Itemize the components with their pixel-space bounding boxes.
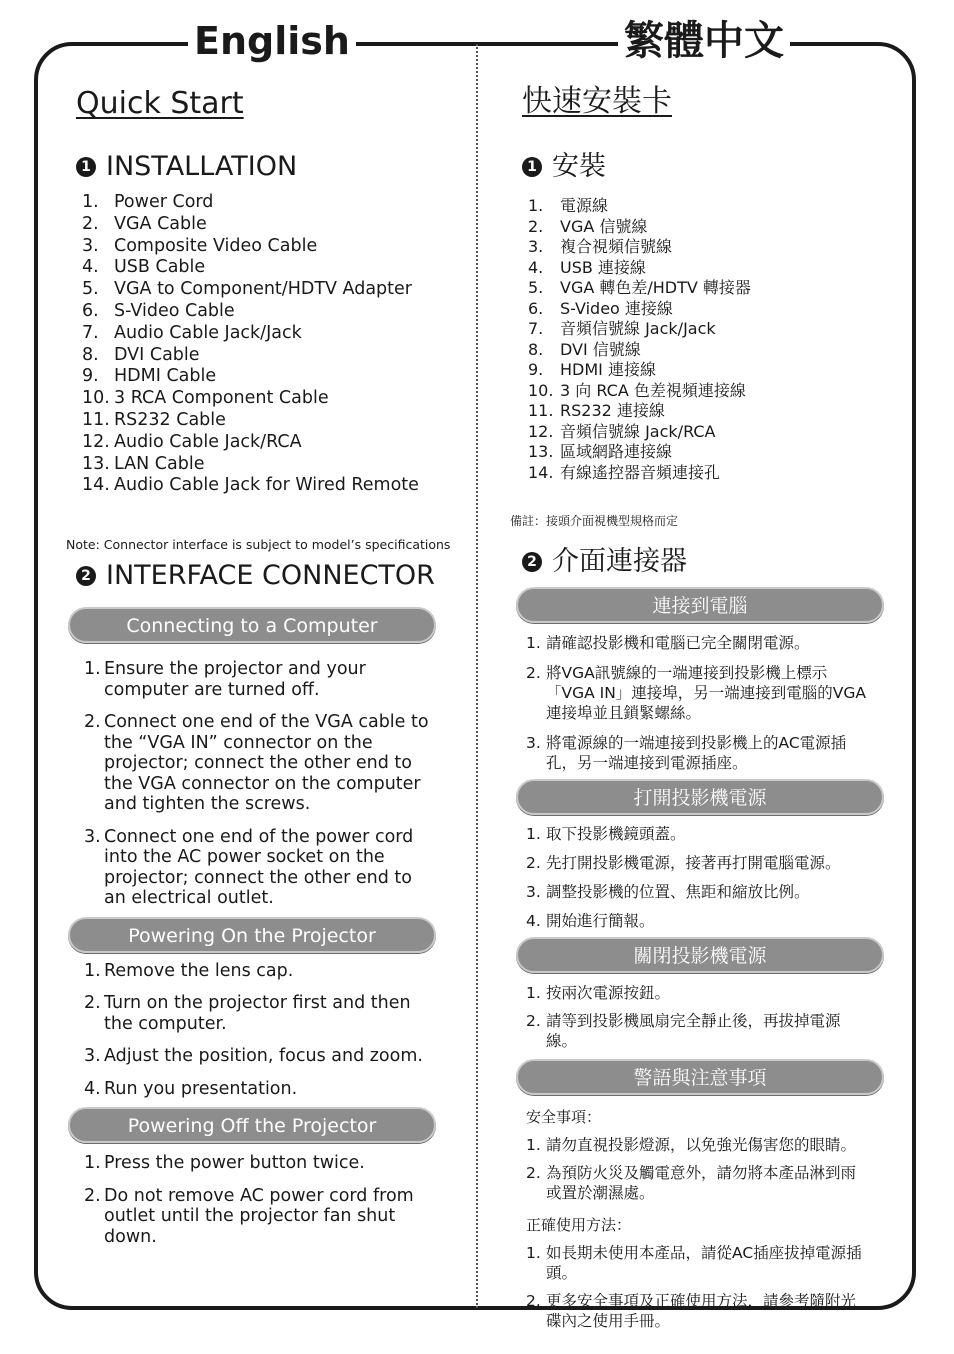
- list-item: [526, 633, 868, 653]
- item-text: 音頻信號線 Jack/RCA: [560, 421, 716, 441]
- list-item: [528, 196, 892, 217]
- item-text: 3 RCA Component Cable: [114, 388, 329, 409]
- item-number: 2.: [526, 1292, 541, 1310]
- item-text: USB Cable: [114, 257, 206, 278]
- item-number: 12.: [82, 431, 110, 452]
- interface-title: INTERFACE CONNECTOR: [106, 560, 435, 592]
- steps-powering-on: [84, 961, 436, 1100]
- item-text: USB 連接線: [560, 257, 646, 277]
- steps-connecting-zh: [526, 633, 868, 773]
- item-text: S-Video 連接線: [560, 298, 673, 318]
- list-item: [526, 853, 868, 873]
- section-pill-powering-on-zh: 打開投影機電源: [516, 779, 884, 815]
- item-number: 5.: [528, 278, 544, 297]
- item-text: VGA Cable: [114, 213, 207, 234]
- list-item: [526, 733, 868, 773]
- item-text: 請確認投影機和電腦已完全關閉電源。: [546, 634, 810, 652]
- item-text: Power Cord: [114, 192, 214, 212]
- item-number: 1.: [84, 1153, 101, 1174]
- section-pill-warnings-zh: 警語與注意事項: [516, 1059, 884, 1095]
- quick-start-title-zh: 快速安裝卡: [522, 84, 672, 119]
- list-item: [84, 961, 436, 982]
- item-number: 2.: [526, 1012, 541, 1030]
- number-badge: 1: [76, 157, 96, 177]
- list-item: [84, 1046, 436, 1067]
- item-number: 7.: [82, 322, 99, 343]
- section-pill-powering-off-zh: 關閉投影機電源: [516, 937, 884, 973]
- item-number: 10.: [528, 380, 554, 400]
- item-number: 4.: [528, 257, 544, 277]
- list-item: [526, 663, 868, 723]
- item-number: 14.: [82, 475, 110, 496]
- item-text: 將電源線的一端連接到投影機上的AC電源插孔，另一端連接到電源插座。: [546, 734, 847, 772]
- item-number: 10.: [82, 388, 110, 409]
- item-text: 開始進行簡報。: [546, 912, 655, 930]
- item-text: HDMI 連接線: [560, 360, 656, 379]
- list-item: [84, 827, 436, 909]
- item-number: 3.: [526, 883, 541, 901]
- installation-heading-zh: [522, 150, 892, 184]
- list-item: [82, 432, 466, 454]
- section-pill-powering-on: Powering On the Projector: [68, 917, 436, 953]
- item-text: Run you presentation.: [104, 1078, 298, 1099]
- interface-heading: [76, 559, 466, 593]
- list-item: [82, 323, 466, 345]
- list-item: [82, 388, 466, 410]
- item-text: VGA 轉色差/HDTV 轉接器: [560, 278, 751, 297]
- english-column: [66, 84, 466, 1247]
- list-item: [528, 258, 892, 279]
- list-item: [528, 217, 892, 238]
- number-badge: 2: [522, 552, 542, 572]
- item-text: 調整投影機的位置、焦距和縮放比例。: [546, 883, 810, 901]
- item-text: Composite Video Cable: [114, 235, 318, 256]
- section-pill-powering-off: Powering Off the Projector: [68, 1107, 436, 1143]
- item-number: 1.: [526, 825, 541, 843]
- item-number: 4.: [84, 1078, 101, 1099]
- item-number: 1.: [526, 984, 541, 1002]
- item-text: 音頻信號線 Jack/Jack: [560, 319, 716, 338]
- list-item: [526, 1291, 868, 1331]
- item-number: 2.: [84, 1185, 101, 1206]
- item-text: RS232 連接線: [560, 401, 665, 420]
- item-text: S-Video Cable: [114, 300, 235, 321]
- list-item: [82, 236, 466, 258]
- item-number: 7.: [528, 319, 544, 338]
- item-text: 先打開投影機電源，接著再打開電腦電源。: [546, 854, 841, 872]
- list-item: [82, 301, 466, 323]
- interface-heading-zh: [522, 545, 892, 579]
- item-number: 3.: [528, 237, 544, 256]
- item-number: 13.: [82, 453, 110, 474]
- chinese-column: [512, 82, 892, 1331]
- item-number: 2.: [84, 712, 101, 733]
- item-number: 9.: [528, 360, 544, 379]
- list-item: [528, 360, 892, 381]
- list-item: [528, 463, 892, 484]
- list-item: [82, 257, 466, 279]
- item-text: 3 向 RCA 色差視頻連接線: [560, 380, 746, 400]
- english-title: English: [188, 16, 356, 66]
- parts-list: [82, 192, 466, 497]
- steps-connecting: [84, 659, 436, 909]
- item-text: VGA to Component/HDTV Adapter: [114, 279, 412, 300]
- column-divider: [476, 44, 478, 1308]
- usage-list: [526, 1243, 868, 1331]
- item-number: 9.: [82, 366, 99, 387]
- item-text: Turn on the projector first and then the computer.: [104, 993, 411, 1034]
- item-number: 6.: [82, 300, 99, 321]
- item-text: Do not remove AC power cord from outlet until the projector fan shut down.: [104, 1185, 414, 1247]
- item-number: 2.: [526, 664, 541, 682]
- list-item: [526, 1011, 868, 1051]
- list-item: [528, 442, 892, 463]
- list-item: [526, 911, 868, 931]
- safety-heading: 安全事項：: [526, 1108, 602, 1126]
- item-number: 5.: [82, 279, 99, 300]
- item-text: 請勿直視投影燈源，以免強光傷害您的眼睛。: [546, 1136, 857, 1154]
- item-text: DVI 信號線: [560, 339, 641, 359]
- list-item: [82, 345, 466, 367]
- list-item: [526, 1135, 868, 1155]
- steps-powering-on-zh: [526, 824, 868, 931]
- item-text: Connect one end of the power cord into the AC power socket on the projector; connect the other end to an electrical outlet.: [104, 826, 414, 909]
- chinese-title: 繁體中文: [618, 16, 790, 66]
- item-text: 更多安全事項及正確使用方法，請參考隨附光碟內之使用手冊。: [546, 1292, 857, 1330]
- note: Note: Connector interface is subject to model’s specifications: [66, 537, 451, 553]
- list-item: [528, 319, 892, 340]
- item-number: 8.: [82, 344, 99, 365]
- list-item: [528, 237, 892, 258]
- safety-list: [526, 1135, 868, 1203]
- list-item: [82, 214, 466, 236]
- list-item: [526, 1163, 868, 1203]
- list-item: [528, 401, 892, 422]
- item-text: 區域網路連接線: [560, 442, 673, 461]
- item-number: 2.: [526, 854, 541, 872]
- item-number: 2.: [528, 216, 544, 236]
- item-text: RS232 Cable: [114, 409, 226, 430]
- number-badge: 1: [522, 157, 542, 177]
- list-item: [526, 1243, 868, 1283]
- item-number: 1.: [526, 1244, 541, 1262]
- item-number: 3.: [82, 235, 99, 256]
- list-item: [526, 983, 868, 1003]
- item-text: Adjust the position, focus and zoom.: [104, 1046, 423, 1067]
- list-item: [82, 192, 466, 214]
- item-number: 8.: [528, 339, 544, 359]
- item-text: 複合視頻信號線: [560, 237, 673, 256]
- item-number: 12.: [528, 421, 554, 441]
- item-number: 1.: [526, 634, 541, 652]
- item-text: 電源線: [560, 196, 609, 215]
- list-item: [84, 1186, 436, 1248]
- item-text: Remove the lens cap.: [104, 960, 294, 981]
- list-item: [84, 1079, 436, 1100]
- item-text: Audio Cable Jack for Wired Remote: [114, 475, 419, 496]
- list-item: [84, 712, 436, 815]
- list-item: [528, 278, 892, 299]
- list-item: [528, 299, 892, 320]
- note-zh: 備註：接頭介面視機型規格而定: [510, 514, 679, 528]
- item-number: 1.: [82, 192, 99, 212]
- list-item: [82, 279, 466, 301]
- list-item: [526, 824, 868, 844]
- interface-title-zh: 介面連接器: [552, 546, 687, 577]
- item-number: 13.: [528, 442, 554, 461]
- item-text: Audio Cable Jack/RCA: [114, 431, 302, 452]
- list-item: [82, 366, 466, 388]
- parts-list-zh: [528, 196, 892, 483]
- item-text: 如長期未使用本產品，請從AC插座拔掉電源插頭。: [546, 1244, 862, 1282]
- item-number: 11.: [528, 401, 554, 420]
- list-item: [528, 340, 892, 361]
- list-item: [82, 454, 466, 476]
- list-item: [82, 410, 466, 432]
- installation-title: INSTALLATION: [106, 151, 298, 182]
- usage-heading: 正確使用方法：: [526, 1216, 632, 1234]
- list-item: [528, 381, 892, 402]
- list-item: [84, 993, 436, 1034]
- steps-powering-off-zh: [526, 983, 868, 1051]
- item-text: VGA 信號線: [560, 216, 648, 236]
- item-text: 按兩次電源按鈕。: [546, 984, 671, 1002]
- item-number: 11.: [82, 409, 110, 430]
- item-text: Ensure the projector and your computer are turned off.: [104, 659, 366, 700]
- item-number: 1.: [84, 960, 101, 981]
- number-badge: 2: [76, 566, 96, 586]
- quick-start-title: Quick Start: [76, 86, 244, 121]
- steps-powering-off: [84, 1153, 436, 1247]
- item-text: HDMI Cable: [114, 366, 217, 387]
- item-text: 取下投影機鏡頭蓋。: [546, 825, 686, 843]
- item-number: 14.: [528, 462, 554, 482]
- list-item: [526, 882, 868, 902]
- installation-title-zh: 安裝: [552, 151, 606, 182]
- item-number: 2.: [526, 1164, 541, 1182]
- item-number: 1.: [528, 196, 544, 215]
- section-pill-connecting: Connecting to a Computer: [68, 607, 436, 643]
- item-text: LAN Cable: [114, 453, 205, 474]
- item-number: 6.: [528, 298, 544, 318]
- item-text: 為預防火災及觸電意外，請勿將本產品淋到雨或置於潮濕處。: [546, 1164, 857, 1202]
- installation-heading: [76, 150, 466, 184]
- list-item: [528, 422, 892, 443]
- section-pill-connecting-zh: 連接到電腦: [516, 587, 884, 623]
- item-number: 2.: [84, 993, 101, 1014]
- item-text: Connect one end of the VGA cable to the “VGA IN” connector on the projector; connect the other end to the VGA connector on the computer and tighten the screws.: [104, 712, 429, 815]
- item-text: DVI Cable: [114, 344, 200, 365]
- item-text: 有線遙控器音頻連接孔: [560, 462, 721, 482]
- item-text: 請等到投影機風扇完全靜止後，再拔掉電源線。: [546, 1012, 841, 1050]
- list-item: [84, 1153, 436, 1174]
- item-number: 3.: [84, 826, 101, 847]
- item-text: Press the power button twice.: [104, 1153, 365, 1174]
- item-number: 2.: [82, 213, 99, 234]
- item-text: Audio Cable Jack/Jack: [114, 322, 302, 343]
- list-item: [84, 659, 436, 700]
- list-item: [82, 475, 466, 497]
- item-number: 3.: [526, 734, 541, 752]
- item-number: 4.: [526, 912, 541, 930]
- item-text: 將VGA訊號線的一端連接到投影機上標示「VGA IN」連接埠，另一端連接到電腦的VGA連接埠並且鎖緊螺絲。: [546, 664, 867, 722]
- item-number: 4.: [82, 257, 99, 278]
- item-number: 1.: [84, 659, 101, 680]
- item-number: 3.: [84, 1046, 101, 1067]
- item-number: 1.: [526, 1136, 541, 1154]
